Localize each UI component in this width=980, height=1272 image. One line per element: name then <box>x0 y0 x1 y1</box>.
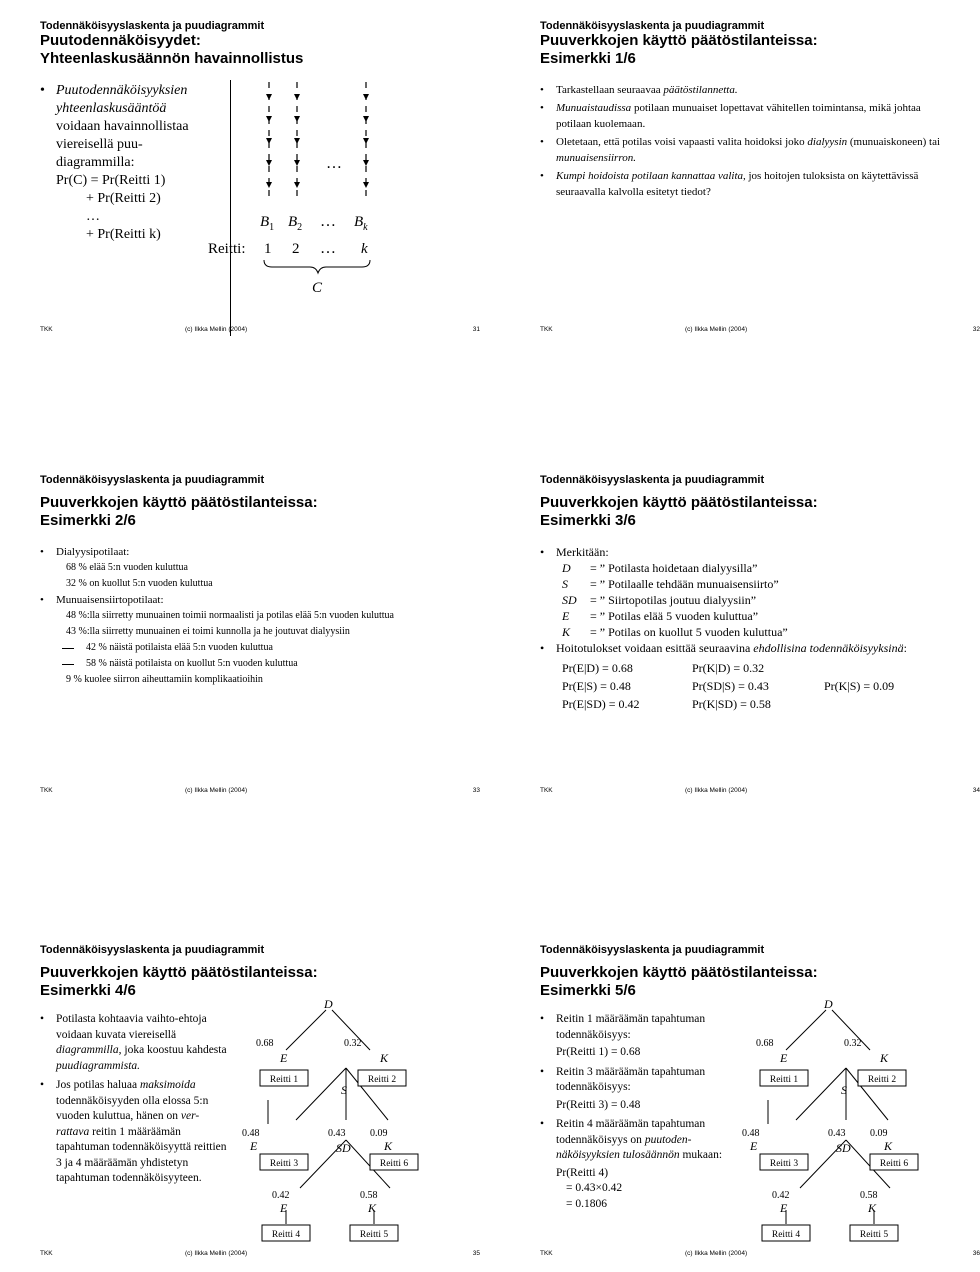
text-line: diagrammilla: <box>56 155 135 170</box>
node-k: K <box>884 1139 893 1153</box>
page-number: 32 <box>972 326 980 333</box>
divider <box>230 80 231 336</box>
brace-label: C <box>312 280 323 296</box>
node-e: E <box>280 1051 288 1065</box>
content <box>40 544 450 688</box>
course-title: Todennäköisyyslaskenta ja puudiagrammit <box>40 944 265 956</box>
node-k: K <box>880 1051 889 1065</box>
formula: = 0.1806 <box>566 1197 607 1210</box>
text-line: Puutodennäköisyyksien <box>56 83 188 98</box>
prob-s-e: 0.48 <box>742 1128 760 1139</box>
page-number: 33 <box>472 787 480 794</box>
route-2-box <box>858 1070 906 1086</box>
slide-subtitle: Esimerkki 1/6 <box>540 50 636 67</box>
formula: = 0.43×0.42 <box>566 1182 623 1194</box>
footer-org: TKK <box>540 787 553 794</box>
route-label: Reitti 1 <box>769 1075 799 1085</box>
branch-label: $B_2$ <box>288 214 303 233</box>
footer-org: TKK <box>40 1250 53 1257</box>
formula-line: + Pr(Reitti k) <box>86 227 161 242</box>
node-d: D <box>324 997 333 1011</box>
probability: Pr(K|D) = 0.32 <box>692 661 765 675</box>
definition: SD = ” Siirtopotilas joutuu dialyysiin” <box>562 593 757 607</box>
prob-d-k: 0.32 <box>344 1038 362 1049</box>
route-label: Reitti 4 <box>771 1230 801 1240</box>
text-line: voidaan havainnollistaa <box>56 119 189 134</box>
list-line: 68 % elää 5:n vuoden kuluttua <box>66 562 188 573</box>
route-5-box <box>350 1225 398 1241</box>
footer-org: TKK <box>40 787 53 794</box>
footer-copyright: (c) Ilkka Mellin (2004) <box>685 1250 748 1257</box>
route-number: k <box>361 241 368 257</box>
bullet-item: • Kumpi hoidoista potilaan kannattaa valita, jos hoitojen tuloksista on käytettävissä seuraavalla kalvolla esitetyt tiedot? <box>540 168 940 200</box>
bullet-item: • Puutodennäköisyyksien yhteenlaskusääntöä voidaan havainnollistaa viereisellä puu- diagrammilla: Pr(C) = Pr(Reitti 1) + Pr(Reitti 2) … + Pr(Reitti k) <box>40 82 230 244</box>
node-e: E <box>750 1139 758 1153</box>
slide-subtitle: Esimerkki 3/6 <box>540 512 636 529</box>
bullet-item: • Reitin 3 määräämän tapahtuman todennäköisyys: <box>540 1065 728 1096</box>
slide-title: Puuverkkojen käyttö päätöstilanteissa: <box>540 964 818 981</box>
slide-title: Puuverkkojen käyttö päätöstilanteissa: <box>540 494 818 511</box>
node-sd: SD <box>836 1141 851 1155</box>
probability: Pr(SD|S) = 0.43 <box>692 679 769 693</box>
tree-edge <box>786 1010 826 1050</box>
prob-d-e: 0.68 <box>256 1038 274 1049</box>
text-line: viereisellä puu- <box>56 137 143 152</box>
definition: D = ” Potilasta hoidetaan dialyysilla” <box>562 561 758 575</box>
node-e: E <box>780 1201 788 1215</box>
route-label: Reitti 3 <box>769 1159 799 1169</box>
probability: Pr(K|SD) = 0.58 <box>692 697 771 711</box>
footer-org: TKK <box>40 326 53 333</box>
route-5-box <box>850 1225 898 1241</box>
course-title: Todennäköisyyslaskenta ja puudiagrammit <box>540 474 765 486</box>
footer-copyright: (c) Ilkka Mellin (2004) <box>185 787 248 794</box>
prob-s-k: 0.09 <box>870 1128 888 1139</box>
page-number: 31 <box>472 326 480 333</box>
probability-grid <box>540 660 960 714</box>
definition: K = ” Potilas on kuollut 5 vuoden kuluttua” <box>562 625 788 639</box>
course-title: Todennäköisyyslaskenta ja puudiagrammit <box>540 20 765 32</box>
prob-sd-e: 0.42 <box>272 1190 290 1201</box>
brace <box>264 260 370 273</box>
slide-title: Puutodennäköisyydet: <box>40 32 201 49</box>
node-sd: SD <box>336 1141 351 1155</box>
intro-text <box>40 82 230 244</box>
tree-diagram <box>208 76 386 296</box>
prob-s-sd: 0.43 <box>328 1128 346 1139</box>
footer-copyright: (c) Ilkka Mellin (2004) <box>185 326 248 333</box>
definition: E = ” Potilas elää 5 vuoden kuluttua” <box>562 609 759 623</box>
course-title: Todennäköisyyslaskenta ja puudiagrammit <box>40 474 265 486</box>
bullet-list <box>540 544 960 560</box>
slide-subtitle: Esimerkki 4/6 <box>40 982 136 999</box>
decision-tree <box>742 996 910 1242</box>
ellipsis: … <box>320 240 336 257</box>
bullet-item: • Hoitotulokset voidaan esittää seuraavina ehdollisina todennäköisyyksinä: <box>540 640 960 656</box>
footer-org: TKK <box>540 1250 553 1257</box>
node-k: K <box>380 1051 389 1065</box>
bullet-item: • Jos potilas haluaa maksimoida todennäköisyyden olla elossa 5:n vuoden kuluttua, hänen on ver-rattava reitin 1 määräämän tapahtuman todennäköisyyttä reittien 3 ja 4 määräämän yhdistetyn tapahtuman todennäköisyyteen. <box>40 1078 230 1187</box>
probability: Pr(E|SD) = 0.42 <box>562 697 640 711</box>
slide-subtitle: Yhteenlaskusäännön havainnollistus <box>40 50 304 67</box>
footer-copyright: (c) Ilkka Mellin (2004) <box>685 326 748 333</box>
list-line: 32 % on kuollut 5:n vuoden kuluttua <box>66 578 213 589</box>
slide-title: Puuverkkojen käyttö päätöstilanteissa: <box>540 32 818 49</box>
bullet-list <box>540 1012 728 1212</box>
slide-subtitle: Esimerkki 2/6 <box>40 512 136 529</box>
branch-label: $B_1$ <box>260 214 275 233</box>
ellipsis: … <box>320 213 336 230</box>
prob-s-e: 0.48 <box>242 1128 260 1139</box>
node-k: K <box>368 1201 377 1215</box>
definition-list <box>540 560 960 640</box>
bullet-list <box>40 592 450 608</box>
route-4-box <box>262 1225 310 1241</box>
list-line: 48 %:lla siirretty munuainen toimii normaalisti ja potilas elää 5:n vuoden kuluttua <box>66 610 394 621</box>
slide-title: Puuverkkojen käyttö päätöstilanteissa: <box>40 964 318 981</box>
route-label: Reitti 3 <box>269 1159 299 1169</box>
route-6-box <box>870 1154 918 1170</box>
route-label: Reitti 5 <box>359 1230 389 1240</box>
route-number: 2 <box>292 241 300 257</box>
formula-line: Pr(C) = Pr(Reitti 1) <box>56 173 166 188</box>
page-number: 34 <box>972 787 980 794</box>
route-4-box <box>762 1225 810 1241</box>
bullet-list <box>540 640 960 656</box>
probability: Pr(E|S) = 0.48 <box>562 679 631 693</box>
route-label: Reitti: <box>208 241 246 257</box>
node-k: K <box>868 1201 877 1215</box>
prob-sd-e: 0.42 <box>772 1190 790 1201</box>
prob-sd-k: 0.58 <box>360 1190 378 1201</box>
node-s: S <box>341 1083 347 1097</box>
route-3-box <box>760 1154 808 1170</box>
dash-line: 58 % näistä potilaista on kuollut 5:n vuoden kuluttua <box>40 656 450 672</box>
bullet-item: • Potilasta kohtaavia vaihto-ehtoja voidaan kuvata viereisellä diagrammilla, joka koostuu kahdesta puudiagrammista. <box>40 1012 230 1074</box>
prob-d-e: 0.68 <box>756 1038 774 1049</box>
formula-line: … <box>86 209 100 224</box>
route-1-box <box>260 1070 308 1086</box>
formula: Pr(Reitti 4) <box>556 1166 609 1179</box>
footer-copyright: (c) Ilkka Mellin (2004) <box>685 787 748 794</box>
bullet-item: • Munuaistaudissa potilaan munuaiset lopettavat vähitellen toimintansa, mikä johtaa potilaan kuolemaan. <box>540 100 940 132</box>
course-title: Todennäköisyyslaskenta ja puudiagrammit <box>40 20 265 32</box>
definition: S = ” Potilaalle tehdään munuaisensiirto” <box>562 577 779 591</box>
bullet-list <box>40 544 450 560</box>
node-k: K <box>384 1139 393 1153</box>
footer-org: TKK <box>540 326 553 333</box>
route-1-box <box>760 1070 808 1086</box>
route-3-box <box>260 1154 308 1170</box>
footer-copyright: (c) Ilkka Mellin (2004) <box>185 1250 248 1257</box>
branch-label: $B_k$ <box>354 214 368 233</box>
bullet-item: • Reitin 4 määräämän tapahtuman todennäköisyys on puutoden-näköisyyksien tulosäännön mukaan: <box>540 1117 728 1164</box>
slide-subtitle: Esimerkki 5/6 <box>540 982 636 999</box>
prob-d-k: 0.32 <box>844 1038 862 1049</box>
route-label: Reitti 1 <box>269 1075 299 1085</box>
node-s: S <box>841 1083 847 1097</box>
route-label: Reitti 5 <box>859 1230 889 1240</box>
route-label: Reitti 2 <box>367 1075 397 1085</box>
list-line: 9 % kuolee siirron aiheuttamiin komplikaatioihin <box>66 674 263 685</box>
prob-s-k: 0.09 <box>370 1128 388 1139</box>
node-d: D <box>824 997 833 1011</box>
tree-edge <box>286 1010 326 1050</box>
route-6-box <box>370 1154 418 1170</box>
decision-tree <box>242 996 410 1242</box>
route-label: Reitti 6 <box>879 1159 909 1169</box>
formula: Pr(Reitti 3) = 0.48 <box>556 1098 641 1111</box>
list-line: 43 %:lla siirretty munuainen ei toimi kunnolla ja he joutuvat dialyysiin <box>66 626 350 637</box>
bullet-item: • Munuaisensiirtopotilaat: <box>40 592 450 608</box>
route-label: Reitti 6 <box>379 1159 409 1169</box>
formula: Pr(Reitti 1) = 0.68 <box>556 1046 641 1058</box>
bullet-item: • Tarkastellaan seuraavaa päätöstilannetta. <box>540 82 940 98</box>
probability: Pr(K|S) = 0.09 <box>824 679 895 693</box>
course-title: Todennäköisyyslaskenta ja puudiagrammit <box>540 944 765 956</box>
bullet-item: • Reitin 1 määräämän tapahtuman todennäköisyys: <box>540 1012 728 1043</box>
prob-s-sd: 0.43 <box>828 1128 846 1139</box>
ellipsis: … <box>326 155 342 172</box>
node-e: E <box>780 1051 788 1065</box>
route-label: Reitti 2 <box>867 1075 897 1085</box>
bullet-item: • Dialyysipotilaat: <box>40 544 450 560</box>
text-line: yhteenlaskusääntöä <box>56 101 167 116</box>
page-number: 35 <box>472 1250 480 1257</box>
bullet-list <box>540 82 940 200</box>
page-number: 36 <box>972 1250 980 1257</box>
slide-title: Puuverkkojen käyttö päätöstilanteissa: <box>40 494 318 511</box>
bullet-list <box>40 1012 230 1187</box>
bullet-item: • Merkitään: <box>540 544 960 560</box>
content <box>540 544 960 714</box>
route-2-box <box>358 1070 406 1086</box>
route-number: 1 <box>264 241 272 257</box>
probability: Pr(E|D) = 0.68 <box>562 661 633 675</box>
route-label: Reitti 4 <box>271 1230 301 1240</box>
bullet-item: • Oletetaan, että potilas voisi vapaasti valita hoidoksi joko dialyysin (munuaiskoneen) tai munuaisensiirron. <box>540 134 940 166</box>
prob-sd-k: 0.58 <box>860 1190 878 1201</box>
formula-line: + Pr(Reitti 2) <box>86 191 161 206</box>
dash-line: 42 % näistä potilaista elää 5:n vuoden kuluttua <box>40 640 450 656</box>
node-e: E <box>250 1139 258 1153</box>
node-e: E <box>280 1201 288 1215</box>
